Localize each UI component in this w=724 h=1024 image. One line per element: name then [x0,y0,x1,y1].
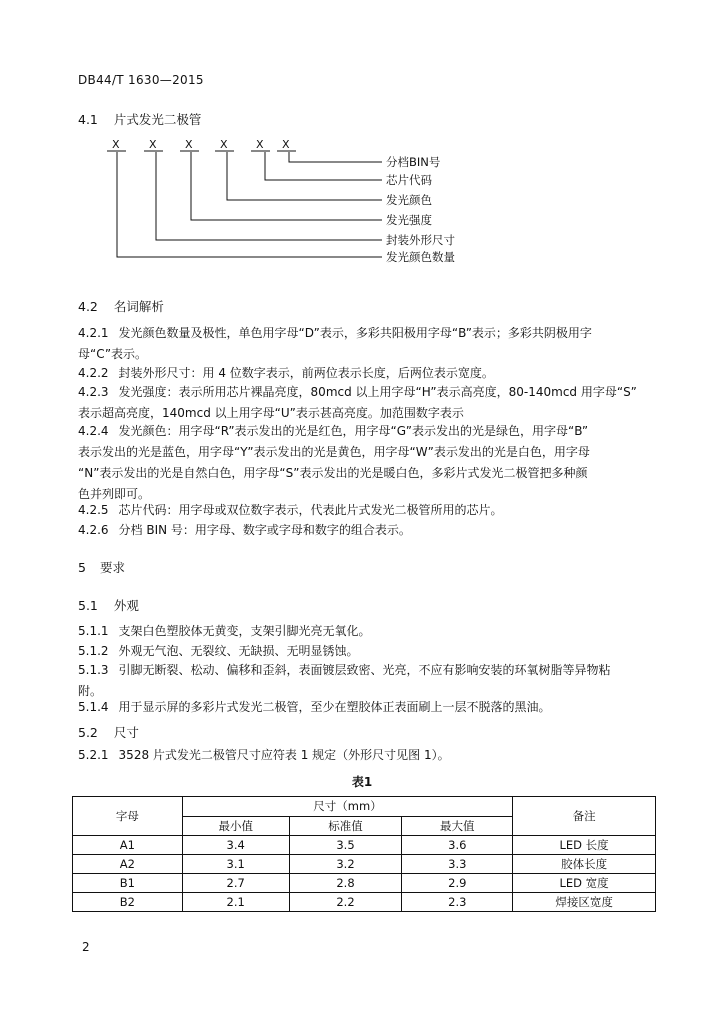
section-5-heading [78,558,125,576]
clause-4-2-5 [78,500,650,521]
clause-4-2-6 [78,520,650,541]
cell-std: 2.8 [289,874,402,893]
cell-min: 2.7 [182,874,289,893]
clause-text: 封装外形尺寸：用 4 位数字表示，前两位表示长度，后两位表示宽度。 [118,366,494,380]
clause-number: 4.2.1 [78,326,109,340]
cell-max: 2.3 [402,893,513,912]
clause-5-2-1 [78,745,650,766]
code-letter: X [112,138,120,151]
clause-5-1-3 [78,660,650,702]
clause-number: 5.1.3 [78,663,109,677]
section-number: 5.2 [78,725,98,740]
section-number: 4.2 [78,299,98,314]
header-size: 尺寸（mm） [182,797,512,817]
cell-max: 3.3 [402,855,513,874]
document-header: DB44/T 1630—2015 [78,73,204,87]
section-5-1-heading [78,596,139,614]
cell-letter: B1 [73,874,183,893]
cell-max: 2.9 [402,874,513,893]
table-row [73,836,656,855]
clause-number: 5.1.1 [78,624,109,638]
cell-letter: A1 [73,836,183,855]
clause-5-1-4 [78,697,650,718]
table-caption: 表1 [351,775,373,789]
header-note: 备注 [513,797,656,836]
section-title: 外观 [113,598,139,613]
clause-text: 支架白色塑胶体无黄变，支架引脚光亮无氧化。 [118,624,371,638]
header-letter: 字母 [73,797,183,836]
diagram-label-chip-code: 芯片代码 [386,173,432,187]
cell-max: 3.6 [402,836,513,855]
table-row [73,874,656,893]
clause-5-1-1 [78,621,650,642]
diagram-label-color-count: 发光颜色数量 [386,250,455,264]
cell-min: 3.4 [182,836,289,855]
clause-text: 分档 BIN 号：用字母、数字或字母和数字的组合表示。 [118,523,411,537]
cell-std: 3.2 [289,855,402,874]
table-header-row [73,797,656,817]
header-std: 标准值 [289,816,402,836]
code-letter: X [256,138,264,151]
diagram-label-color: 发光颜色 [386,193,432,207]
section-title: 名词解析 [113,299,164,314]
code-letter: X [149,138,157,151]
clause-text: 发光颜色：用字母“R”表示发出的光是红色，用字母“G”表示发出的光是绿色，用字母“B” [118,424,589,438]
clause-text: 色并列即可。 [78,487,151,501]
table-row [73,855,656,874]
clause-number: 5.1.2 [78,644,109,658]
clause-number: 4.2.5 [78,503,109,517]
clause-number: 4.2.2 [78,366,109,380]
section-4-2-heading [78,297,164,315]
clause-text: 引脚无断裂、松动、偏移和歪斜，表面镀层致密、光亮，不应有影响安装的环氧树脂等异物粘 [118,663,611,677]
clause-text: 用于显示屏的多彩片式发光二极管，至少在塑胶体正表面刷上一层不脱落的黑油。 [118,700,551,714]
clause-text: 母“C”表示。 [78,347,148,361]
clause-text: 芯片代码：用字母或双位数字表示，代表此片式发光二极管所用的芯片。 [118,503,503,517]
clause-4-2-1 [78,323,650,365]
cell-min: 3.1 [182,855,289,874]
section-number: 5 [78,560,86,575]
table-row [73,893,656,912]
clause-4-2-3 [78,382,650,424]
cell-std: 3.5 [289,836,402,855]
clause-text: 附。 [78,684,103,698]
header-min: 最小值 [182,816,289,836]
code-letter: X [220,138,228,151]
diagram-label-intensity: 发光强度 [386,213,432,227]
clause-text: 外观无气泡、无裂纹、无缺损、无明显锈蚀。 [118,644,359,658]
clause-text: “N”表示发出的光是自然白色，用字母“S”表示发出的光是暖白色，多彩片式发光二极管把多种颜 [78,466,588,480]
diagram-label-package-size: 封装外形尺寸 [386,233,455,247]
section-5-2-heading [78,723,139,741]
cell-note: 胶体长度 [513,855,656,874]
dimension-table [72,796,656,912]
clause-4-2-2 [78,363,650,384]
diagram-label-bin: 分档BIN号 [386,155,441,169]
cell-note: 焊接区宽度 [513,893,656,912]
cell-letter: B2 [73,893,183,912]
clause-text: 表示发出的光是蓝色，用字母“Y”表示发出的光是黄色，用字母“W”表示发出的光是白色，用字母 [78,445,590,459]
section-number: 5.1 [78,598,98,613]
clause-number: 5.2.1 [78,748,109,762]
clause-text: 发光强度：表示所用芯片裸晶亮度，80mcd 以上用字母“H”表示高亮度，80-140mcd 用字母“S” [118,385,637,399]
clause-number: 5.1.4 [78,700,109,714]
clause-5-1-2 [78,641,650,662]
cell-letter: A2 [73,855,183,874]
clause-number: 4.2.3 [78,385,109,399]
code-letter: X [185,138,193,151]
cell-note: LED 长度 [513,836,656,855]
section-title: 尺寸 [113,725,139,740]
cell-note: LED 宽度 [513,874,656,893]
cell-min: 2.1 [182,893,289,912]
section-number: 4.1 [78,112,98,127]
code-structure-diagram [100,136,480,270]
clause-number: 4.2.6 [78,523,109,537]
clause-4-2-4 [78,421,650,505]
clause-text: 发光颜色数量及极性，单色用字母“D”表示，多彩共阳极用字母“B”表示；多彩共阴极用字 [118,326,592,340]
section-4-1-heading [78,110,201,128]
clause-text: 表示超高亮度，140mcd 以上用字母“U”表示甚高亮度。加范围数字表示 [78,406,464,420]
header-max: 最大值 [402,816,513,836]
code-letter: X [282,138,290,151]
cell-std: 2.2 [289,893,402,912]
section-title: 片式发光二极管 [113,112,202,127]
clause-text: 3528 片式发光二极管尺寸应符表 1 规定（外形尺寸见图 1）。 [118,748,450,762]
page-number: 2 [82,940,90,954]
section-title: 要求 [99,560,125,575]
clause-number: 4.2.4 [78,424,109,438]
